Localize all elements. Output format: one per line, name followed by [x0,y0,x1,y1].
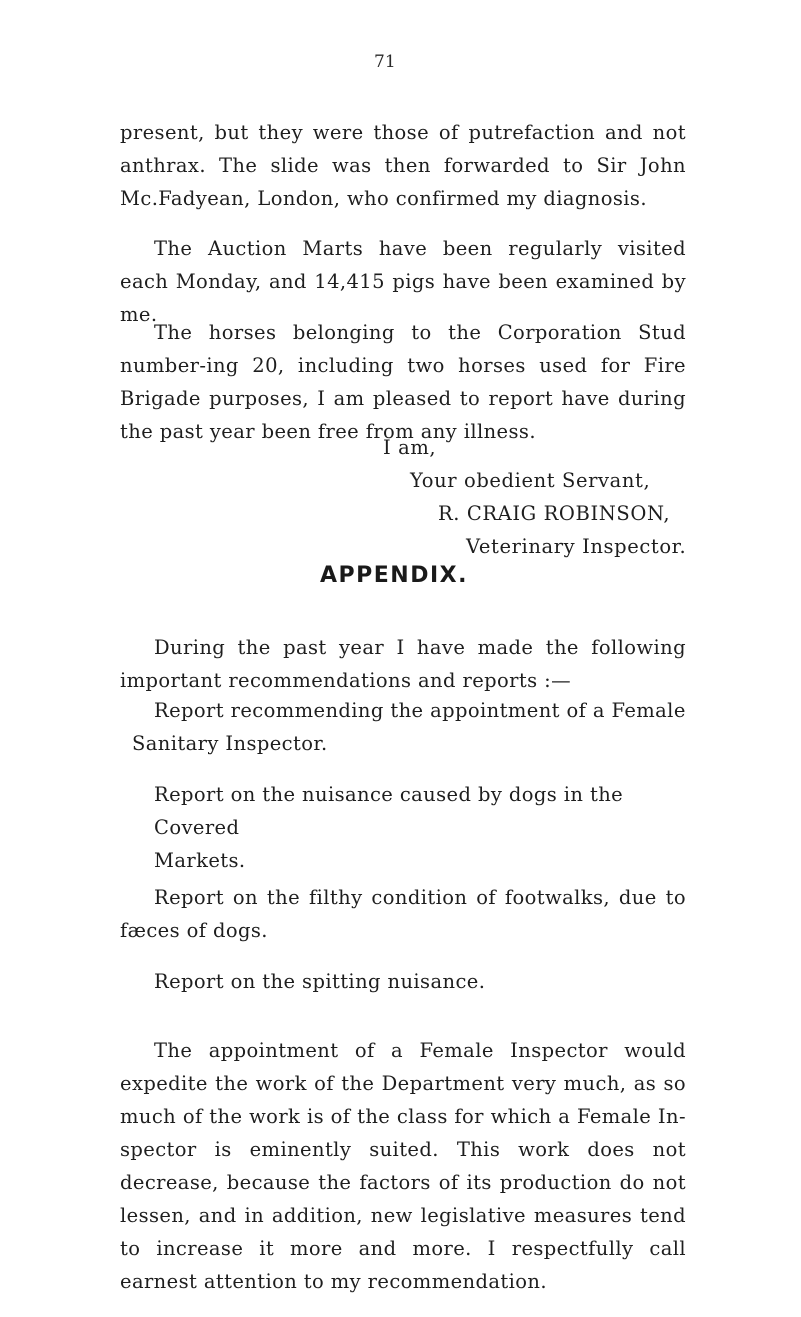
recommendation-text: Report on the filthy condition of footwalks, due to fæces of dogs. [120,885,686,942]
recommendation-female-inspector [120,694,686,760]
recommendation-text-continued: Markets. [154,849,246,872]
paragraph-text: During the past year I have made the following important recommendations and reports :— [120,635,686,692]
paragraph-text: present, but they were those of putrefaction and not anthrax. The slide was then forwarded to Sir John Mc.Fadyean, London, who confirmed my diagnosis. [120,120,686,210]
paragraph-closing [120,1014,686,1317]
paragraph-text: The horses belonging to the Corporation Stud number-ing 20, including two horses used for Fire Brigade purposes, I am pleased to report have during the past year been free from any illness. [120,320,686,443]
recommendation-text: Report on the nuisance caused by dogs in the Covered [154,783,624,839]
signature-closing: I am, [383,436,437,459]
recommendation-text-continued: Sanitary Inspector. [132,732,328,755]
signature-salutation: Your obedient Servant, [410,469,651,492]
signature-title: Veterinary Inspector. [466,535,687,558]
appendix-heading: APPENDIX. [320,563,468,588]
paragraph-text: The appointment of a Female Inspector would expedite the work of the Department very much, as so much of the work is of the class for which a Female In-spector is eminently suited. This work does not decrease, because the factors of its production do not lessen, and in addition, new legislative measures tend to increase it more and more. I respectfully call earnest attention to my recommendation. [120,1038,686,1293]
recommendation-spitting [120,945,686,1017]
signature-name: R. CRAIG ROBINSON, [438,502,671,525]
recommendation-text: Report on the spitting nuisance. [154,969,486,993]
paragraph-text: The Auction Marts have been regularly visited each Monday, and 14,415 pigs have been examined by me. [120,236,686,326]
recommendation-text: Report recommending the appointment of a Female [154,699,686,722]
page-number: 71 [374,52,396,72]
